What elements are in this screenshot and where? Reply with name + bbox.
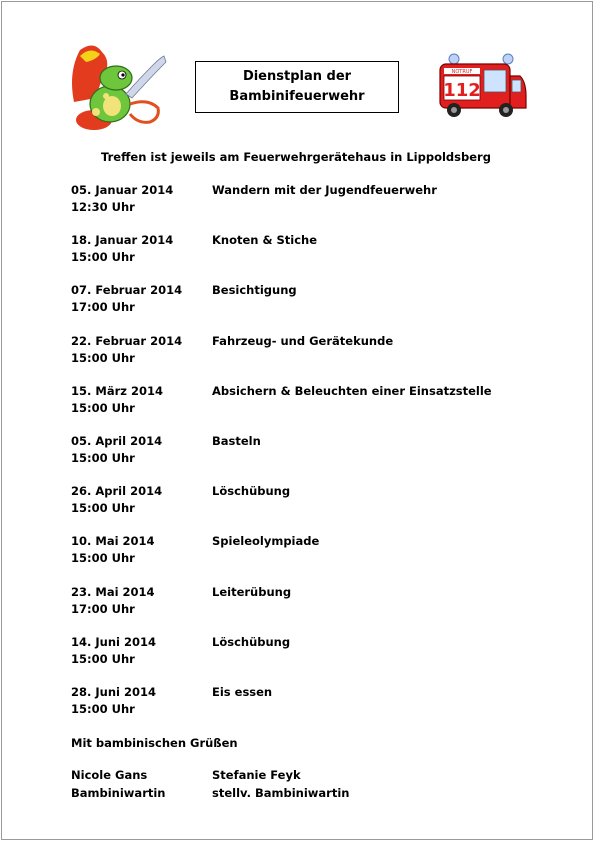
entry-time: 15:00 Uhr <box>71 551 135 566</box>
entry-topic: Löschübung <box>212 634 291 649</box>
schedule-entry <box>71 283 541 333</box>
entry-topic: Knoten & Stiche <box>212 233 318 248</box>
signature-name-2: Stefanie Feyk <box>212 768 301 782</box>
entry-time: 15:00 Uhr <box>71 250 135 265</box>
title-line-2: Bambinifeuerwehr <box>229 89 365 104</box>
schedule-entry <box>71 434 541 484</box>
meeting-location-note: Treffen ist jeweils am Feuerwehrgerätehaus in Lippoldsberg <box>101 150 491 164</box>
entry-topic: Löschübung <box>212 484 291 499</box>
entry-date: 05. April 2014 <box>71 433 163 448</box>
truck-112-number: 112 <box>443 80 481 101</box>
entry-topic: Absichern & Beleuchten einer Einsatzstelle <box>212 383 492 398</box>
entry-time: 12:30 Uhr <box>71 200 135 214</box>
schedule-entry <box>71 534 541 584</box>
entry-time: 17:00 Uhr <box>71 300 135 315</box>
signature-role-2: stellv. Bambiniwartin <box>212 786 350 800</box>
fire-truck-logo <box>436 52 528 118</box>
entry-topic: Leiterübung <box>212 584 292 599</box>
entry-date: 26. April 2014 <box>71 484 163 499</box>
entry-date: 15. März 2014 <box>71 383 163 398</box>
schedule-list <box>71 183 541 735</box>
entry-topic: Fahrzeug- und Gerätekunde <box>212 333 394 348</box>
schedule-entry <box>71 233 541 283</box>
entry-time: 15:00 Uhr <box>71 450 135 465</box>
entry-time: 15:00 Uhr <box>71 400 135 415</box>
entry-date: 18. Januar 2014 <box>71 233 174 248</box>
title-line-1: Dienstplan der <box>242 69 352 84</box>
entry-date: 10. Mai 2014 <box>71 534 155 549</box>
entry-date: 22. Februar 2014 <box>71 333 183 348</box>
entry-time: 15:00 Uhr <box>71 701 135 716</box>
entry-date: 14. Juni 2014 <box>71 634 156 649</box>
entry-date: 05. Januar 2014 <box>71 183 174 197</box>
signature-role-1: Bambiniwartin <box>71 786 166 800</box>
truck-sign-text: NOTRUF <box>451 69 473 75</box>
dragon-firefighter-logo <box>66 42 168 134</box>
entry-topic: Basteln <box>212 433 261 448</box>
entry-time: 15:00 Uhr <box>71 350 135 365</box>
schedule-entry <box>71 183 541 233</box>
schedule-entry <box>71 585 541 635</box>
entry-topic: Eis essen <box>212 684 273 699</box>
entry-topic: Besichtigung <box>212 283 297 298</box>
entry-time: 15:00 Uhr <box>71 651 135 666</box>
schedule-entry <box>71 384 541 434</box>
schedule-entry <box>71 635 541 685</box>
entry-topic: Spieleolympiade <box>212 534 320 549</box>
signature-name-1: Nicole Gans <box>71 768 148 782</box>
schedule-entry <box>71 685 541 735</box>
closing-greeting: Mit bambinischen Grüßen <box>71 736 238 750</box>
entry-date: 07. Februar 2014 <box>71 283 183 298</box>
entry-date: 28. Juni 2014 <box>71 684 156 699</box>
entry-time: 15:00 Uhr <box>71 501 135 516</box>
entry-topic: Wandern mit der Jugendfeuerwehr <box>212 183 437 197</box>
entry-date: 23. Mai 2014 <box>71 584 155 599</box>
entry-time: 17:00 Uhr <box>71 601 135 616</box>
title-box <box>195 61 399 113</box>
schedule-entry <box>71 334 541 384</box>
schedule-entry <box>71 484 541 534</box>
